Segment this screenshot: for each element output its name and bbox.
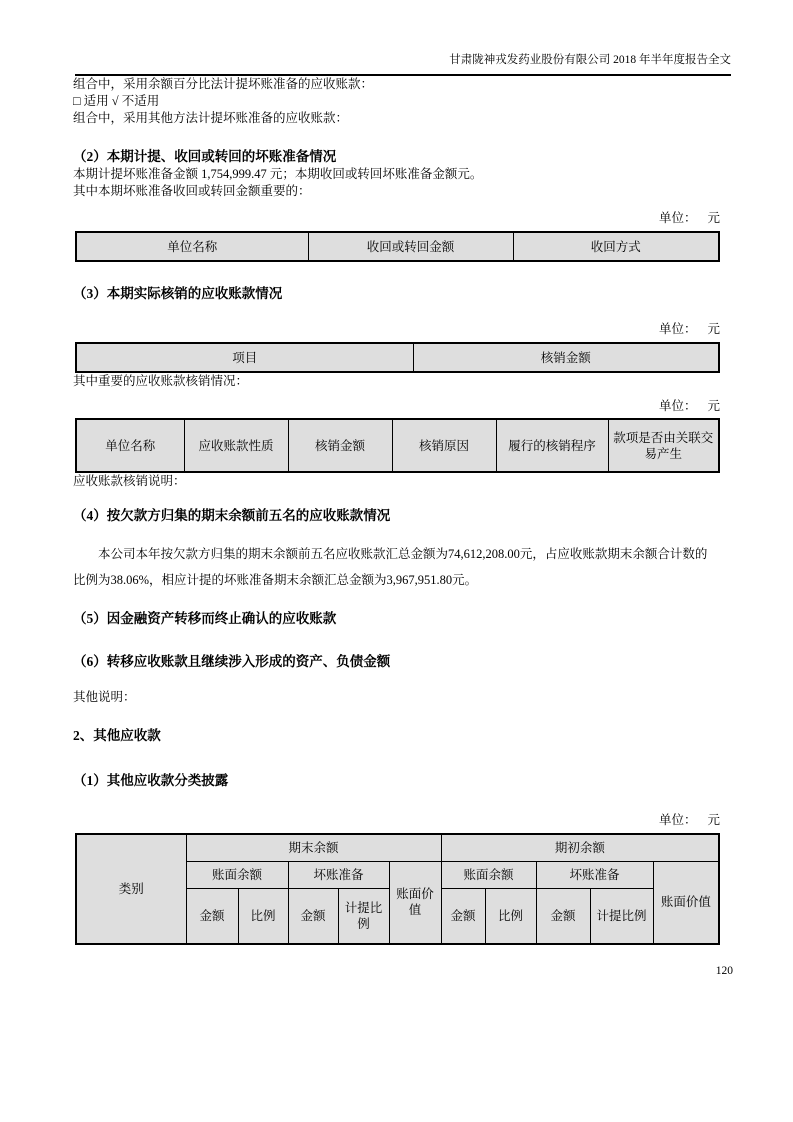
recovery-table — [75, 231, 720, 262]
table-header-row — [76, 232, 719, 261]
para-important-recovery: 其中本期坏账准备收回或转回金额重要的： — [73, 184, 311, 198]
writeoff-table — [75, 342, 720, 373]
col-related-transaction: 款项是否由关联交易产生 — [608, 419, 719, 472]
group-closing-book-balance: 账面余额 — [186, 861, 288, 888]
table-header-row — [76, 343, 719, 372]
unit-label: 单位： — [658, 322, 697, 336]
applicability-line: □ 适用 √ 不适用 — [73, 94, 160, 108]
para-important-writeoff: 其中重要的应收账款核销情况： — [73, 374, 249, 388]
unit-row-2 — [75, 321, 720, 337]
col-closing-provision-ratio: 计提比例 — [338, 888, 389, 944]
unit-value: 元 — [707, 322, 720, 336]
col-unit-name: 单位名称 — [76, 232, 308, 261]
col-opening-book-value: 账面价值 — [653, 861, 719, 944]
para-provision-amount: 本期计提坏账准备金额 1,754,999.47 元；本期收回或转回坏账准备金额元。 — [73, 167, 483, 181]
col-recovered-amount: 收回或转回金额 — [308, 232, 513, 261]
group-opening-bad-debt: 坏账准备 — [536, 861, 653, 888]
section-6-heading: （6）转移应收账款且继续涉入形成的资产、负债金额 — [73, 654, 391, 669]
col-writeoff-amount: 核销金额 — [413, 343, 719, 372]
unit-row-1 — [75, 210, 720, 226]
unit-value: 元 — [707, 211, 720, 225]
table-header-row — [76, 419, 719, 472]
section-3-heading: （3）本期实际核销的应收账款情况 — [73, 286, 283, 301]
para-top-five: 本公司本年按欠款方归集的期末余额前五名应收账款汇总金额为74,612,208.00元，占应收账款期末余额合计数的比例为38.06%，相应计提的坏账准备期末余额汇总金额为3,967,951.80元。 — [73, 547, 708, 587]
col-writeoff-reason: 核销原因 — [392, 419, 496, 472]
unit-row-4 — [75, 812, 720, 828]
col-writeoff-procedure: 履行的核销程序 — [496, 419, 608, 472]
col-closing-provision-amount: 金额 — [288, 888, 338, 944]
unit-label: 单位： — [658, 399, 697, 413]
para-writeoff-note: 应收账款核销说明： — [73, 474, 186, 488]
section-5-heading: （5）因金融资产转移而终止确认的应收账款 — [73, 611, 337, 626]
table-header-row-1 — [76, 834, 719, 861]
col-item: 项目 — [76, 343, 413, 372]
col-opening-balance-ratio: 比例 — [485, 888, 536, 944]
page-header — [75, 50, 731, 76]
group-opening-balance: 期初余额 — [441, 834, 719, 861]
col-closing-balance-ratio: 比例 — [238, 888, 288, 944]
col-opening-provision-ratio: 计提比例 — [590, 888, 653, 944]
col-writeoff-amount: 核销金额 — [288, 419, 392, 472]
classification-table — [75, 833, 720, 945]
unit-row-3 — [75, 398, 720, 414]
page-number: 120 — [715, 965, 733, 977]
section-other-receivables-heading: 2、其他应收款 — [73, 728, 161, 743]
unit-value: 元 — [707, 399, 720, 413]
col-closing-book-value: 账面价值 — [389, 861, 441, 944]
unit-label: 单位： — [658, 211, 697, 225]
col-opening-balance-amount: 金额 — [441, 888, 485, 944]
para-portfolio-other-method: 组合中，采用其他方法计提坏账准备的应收账款： — [73, 111, 349, 125]
para-other-note: 其他说明： — [73, 690, 136, 704]
section-2-heading: （2）本期计提、收回或转回的坏账准备情况 — [73, 149, 337, 164]
unit-value: 元 — [707, 813, 720, 827]
col-category: 类别 — [76, 834, 186, 944]
group-opening-book-balance: 账面余额 — [441, 861, 536, 888]
col-recovery-method: 收回方式 — [513, 232, 719, 261]
group-closing-bad-debt: 坏账准备 — [288, 861, 389, 888]
para-portfolio-percentage-method: 组合中，采用余额百分比法计提坏账准备的应收账款： — [73, 77, 374, 91]
section-classification-heading: （1）其他应收款分类披露 — [73, 773, 229, 788]
report-title: 甘肃陇神戎发药业股份有限公司 2018 年半年度报告全文 — [449, 54, 731, 66]
col-opening-provision-amount: 金额 — [536, 888, 590, 944]
group-closing-balance: 期末余额 — [186, 834, 441, 861]
col-receivable-nature: 应收账款性质 — [184, 419, 288, 472]
col-unit-name: 单位名称 — [76, 419, 184, 472]
unit-label: 单位： — [658, 813, 697, 827]
writeoff-detail-table — [75, 418, 720, 473]
section-4-heading: （4）按欠款方归集的期末余额前五名的应收账款情况 — [73, 508, 391, 523]
col-closing-balance-amount: 金额 — [186, 888, 238, 944]
